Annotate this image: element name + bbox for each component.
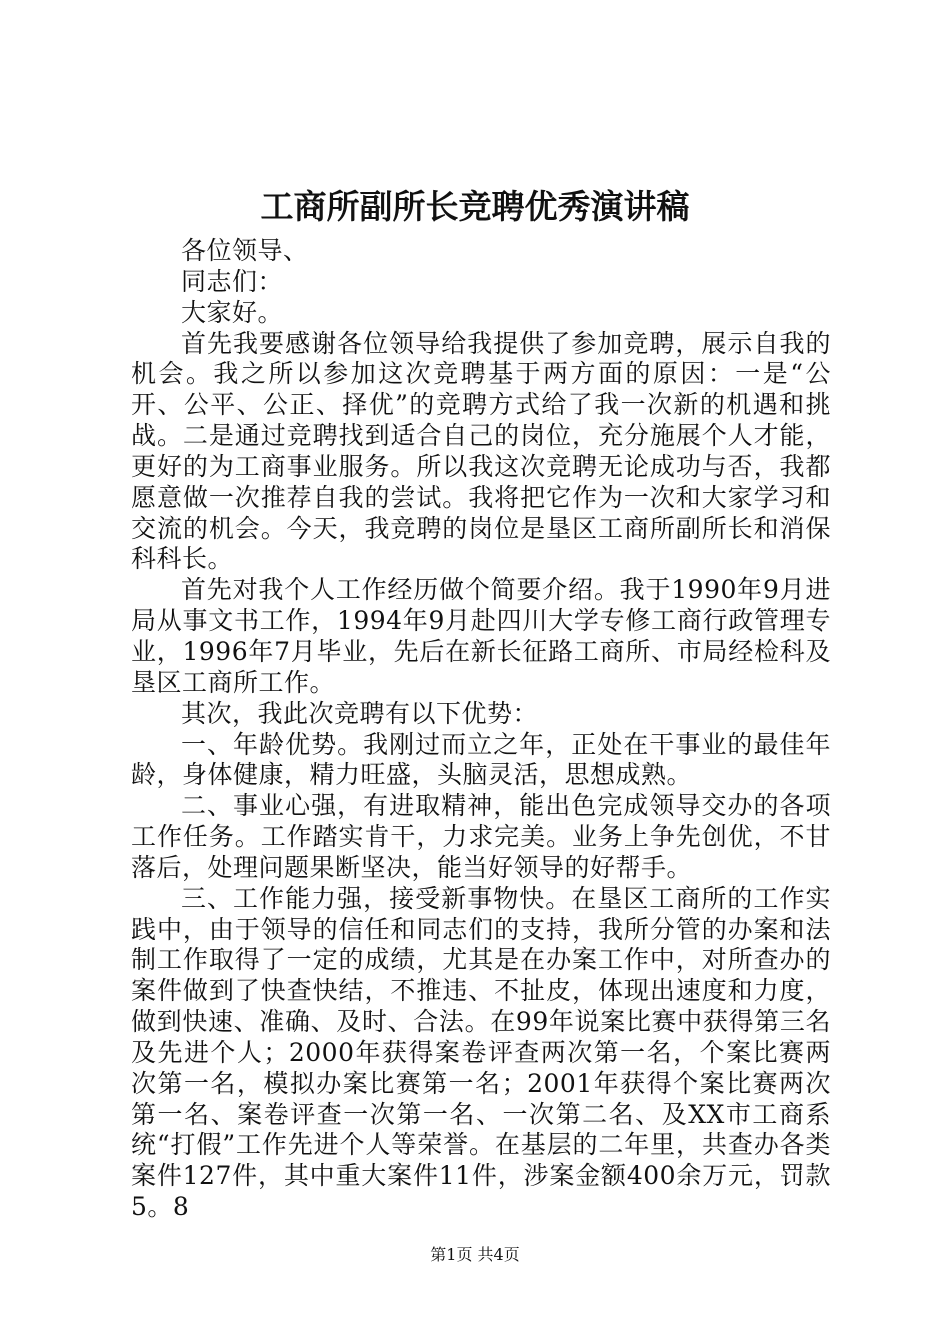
paragraph-advantages-heading: 其次，我此次竞聘有以下优势： <box>181 698 539 728</box>
document-title: 工商所副所长竞聘优秀演讲稿 <box>260 187 690 226</box>
paragraph-advantage-ability: 三、工作能力强，接受新事物快。在垦区工商所的工作实践中，由于领导的信任和同志们的支持，我所分管的办案和法制工作取得了一定的成绩，尤其是在办案工作中，对所查办的案件做到了快查快结，不推违、不扯皮，体现出速度和力度，做到快速、准确、及时、合法。在99年说案比赛中获得第三名及先进个人；2000年获得案卷评查两次第一名，个案比赛两次第一名，模拟办案比赛第一名；2001年获得个案比赛两次第一名、案卷评查一次第一名、一次第二名、及XX市工商系统“打假”工作先进个人等荣誉。在基层的二年里，共查办各类案件127件，其中重大案件11件，涉案金额400余万元，罚款5。8 <box>131 883 831 1222</box>
paragraph-advantage-age: 一、年龄优势。我刚过而立之年，正处在干事业的最佳年龄，身体健康，精力旺盛，头脑灵活，思想成熟。 <box>131 729 831 790</box>
paragraph-experience: 首先对我个人工作经历做个简要介绍。我于1990年9月进局从事文书工作，1994年9月赴四川大学专修工商行政管理专业，1996年7月毕业，先后在新长征路工商所、市局经检科及垦区工商所工作。 <box>131 575 831 697</box>
page-footer: 第1页 共4页 <box>430 1245 520 1264</box>
document-body <box>131 236 831 1223</box>
greeting: 大家好。 <box>181 297 284 327</box>
paragraph-advantage-dedication: 二、事业心强，有进取精神，能出色完成领导交办的各项工作任务。工作踏实肯干，力求完美。业务上争先创优，不甘落后，处理问题果断坚决，能当好领导的好帮手。 <box>131 791 831 882</box>
paragraph-intro: 首先我要感谢各位领导给我提供了参加竞聘，展示自我的机会。我之所以参加这次竞聘基于两方面的原因：一是“公开、公平、公正、择优”的竞聘方式给了我一次新的机遇和挑战。二是通过竞聘找到适合自己的岗位，充分施展个人才能，更好的为工商事业服务。所以我这次竞聘无论成功与否，我都愿意做一次推荐自我的尝试。我将把它作为一次和大家学习和交流的机会。今天，我竞聘的岗位是垦区工商所副所长和消保科科长。 <box>131 328 831 574</box>
salutation-comrades: 同志们： <box>181 266 284 296</box>
salutation-leaders: 各位领导、 <box>181 236 309 265</box>
